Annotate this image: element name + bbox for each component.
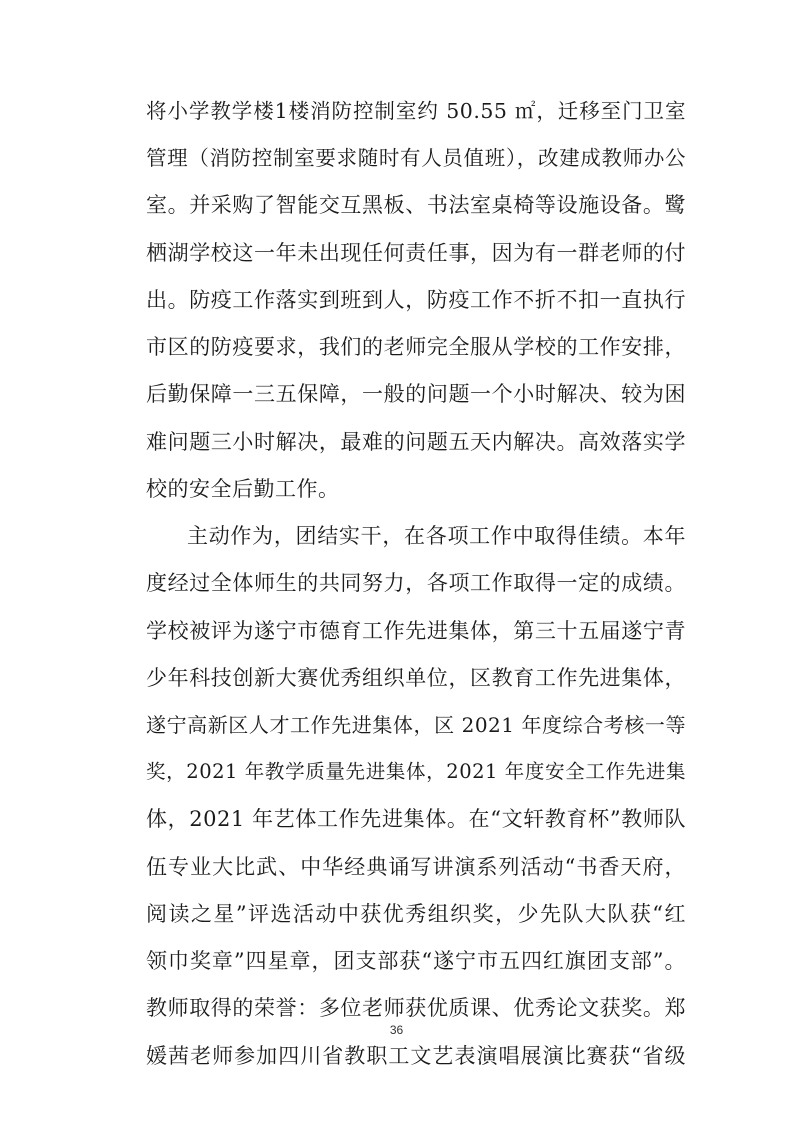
text-line: 主动作为，团结实干，在各项工作中取得佳绩。本年	[187, 524, 686, 548]
text-line: 度经过全体师生的共同努力，各项工作取得一定的成绩。	[146, 571, 686, 595]
text-line: 媛茜老师参加四川省教职工文艺表演唱展演比赛获“省级	[146, 1044, 686, 1068]
text-line: 奖，2021 年教学质量先进集体，2021 年度安全工作先进集	[146, 760, 686, 783]
page-number: 36	[389, 1023, 404, 1037]
text-line: 伍专业大比武、中华经典诵写讲演系列活动“书香天府，	[146, 855, 686, 879]
text-line: 栖湖学校这一年未出现任何责任事，因为有一群老师的付	[146, 241, 686, 265]
text-line: 管理（消防控制室要求随时有人员值班），改建成教师办公	[146, 146, 686, 170]
text-line: 校的安全后勤工作。	[146, 477, 340, 501]
text-line: 领巾奖章”四星章，团支部获“遂宁市五四红旗团支部”。	[146, 949, 686, 973]
text-line: 难问题三小时解决，最难的问题五天内解决。高效落实学	[146, 430, 686, 454]
text-line: 室。并采购了智能交互黑板、书法室桌椅等设施设备。鹭	[146, 193, 686, 217]
text-line: 将小学教学楼1楼消防控制室约 50.55 ㎡，迁移至门卫室	[146, 99, 686, 123]
text-line: 少年科技创新大赛优秀组织单位，区教育工作先进集体，	[146, 666, 686, 690]
text-line: 阅读之星”评选活动中获优秀组织奖，少先队大队获“红	[146, 902, 686, 926]
text-line: 出。防疫工作落实到班到人，防疫工作不折不扣一直执行	[146, 288, 686, 312]
text-line: 遂宁高新区人才工作先进集体，区 2021 年度综合考核一等	[146, 713, 686, 737]
text-line: 体，2021 年艺体工作先进集体。在“文轩教育杯”教师队	[146, 807, 686, 831]
text-line: 市区的防疫要求，我们的老师完全服从学校的工作安排，	[146, 335, 686, 359]
text-line: 学校被评为遂宁市德育工作先进集体，第三十五届遂宁青	[146, 619, 686, 643]
text-line: 后勤保障一三五保障，一般的问题一个小时解决、较为困	[146, 382, 686, 406]
text-line: 教师取得的荣誉：多位老师获优质课、优秀论文获奖。郑	[146, 996, 686, 1020]
